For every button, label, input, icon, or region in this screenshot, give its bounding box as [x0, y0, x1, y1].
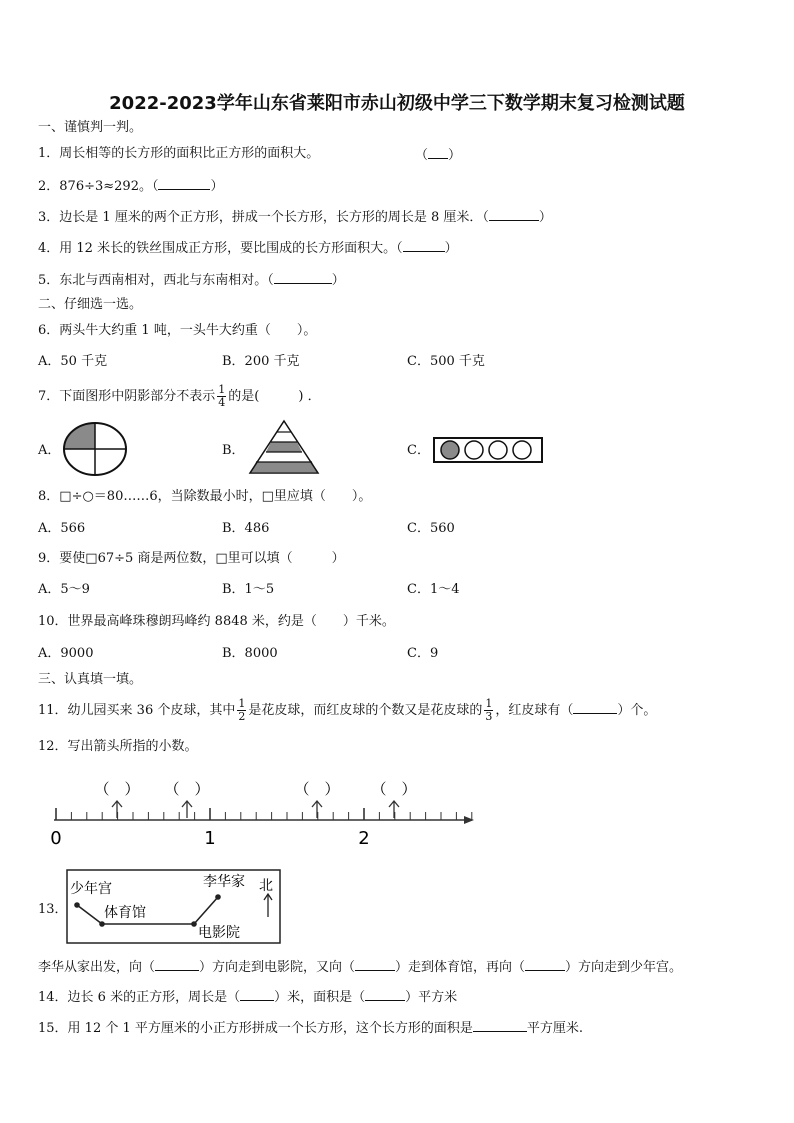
- question-15: [38, 1019, 583, 1037]
- number-line: [44, 774, 484, 850]
- question-text: ）米，面积是（: [274, 990, 366, 1005]
- striped-triangle-figure: [247, 418, 321, 478]
- option-7c[interactable]: C．: [407, 443, 430, 458]
- axis-arrowhead: [464, 816, 474, 824]
- question-number: 5．: [38, 273, 60, 288]
- option-7a[interactable]: A．: [38, 443, 61, 458]
- tick-label-1: 1: [204, 828, 216, 849]
- question-text: ）方向走到电影院，又向（: [199, 960, 356, 975]
- fraction-denominator: 2: [238, 710, 246, 723]
- question-text-end: ）个。: [617, 703, 657, 718]
- circle: [513, 441, 531, 459]
- route-path: [77, 897, 218, 924]
- paren-close: ）: [448, 148, 462, 163]
- answer-blank[interactable]: [525, 958, 565, 971]
- fraction: [217, 384, 226, 409]
- answer-blank[interactable]: [403, 239, 445, 252]
- question-text-end: 平方厘米.: [526, 1021, 584, 1036]
- option-9b[interactable]: B．1～5: [222, 582, 275, 597]
- option-7b[interactable]: B．: [222, 443, 245, 458]
- option-8b[interactable]: B．486: [222, 521, 270, 536]
- question-number: 12．: [38, 739, 68, 754]
- fraction-numerator: 1: [485, 697, 493, 710]
- question-text-end: ）方向走到少年宫。: [565, 960, 683, 975]
- question-12: [38, 739, 198, 755]
- option-10b[interactable]: B．8000: [222, 646, 278, 661]
- question-text: 幼儿园买来 36 个皮球，其中: [67, 703, 236, 718]
- question-number: 6．: [38, 323, 60, 338]
- fraction-denominator: 3: [485, 710, 493, 723]
- question-number: 15．: [38, 1021, 68, 1036]
- option-9c[interactable]: C．1～4: [407, 582, 460, 597]
- question-text: 写出箭头所指的小数。: [67, 739, 198, 754]
- question-2: [38, 177, 223, 195]
- option-9a[interactable]: A．5～9: [38, 582, 90, 597]
- question-5: [38, 271, 345, 289]
- option-6b[interactable]: B．200 千克: [222, 354, 300, 369]
- shaded-circle: [441, 441, 459, 459]
- paren-close: ）: [538, 210, 552, 225]
- route-dot: [74, 902, 80, 908]
- question-13-number: 13．: [38, 902, 68, 917]
- place-cinema: 电影院: [198, 925, 240, 941]
- answer-blank[interactable]: [274, 271, 332, 284]
- answer-blank[interactable]: [473, 1019, 527, 1032]
- answer-blank[interactable]: [155, 958, 199, 971]
- answer-blank[interactable]: [365, 988, 405, 1001]
- route-dot: [191, 921, 197, 927]
- answer-paren[interactable]: （ ）: [371, 780, 417, 798]
- tick-label-0: 0: [50, 828, 62, 849]
- answer-blank[interactable]: [428, 146, 448, 159]
- question-9: [38, 551, 345, 567]
- route-dot: [99, 921, 105, 927]
- question-text: 用 12 个 1 平方厘米的小正方形拼成一个长方形，这个长方形的面积是: [67, 1021, 473, 1036]
- place-youth-palace: 少年宫: [70, 881, 112, 897]
- question-number: 3．: [38, 210, 60, 225]
- question-text: 边长 6 米的正方形，周长是（: [67, 990, 241, 1005]
- question-14: [38, 988, 457, 1006]
- question-text: 两头牛大约重 1 吨，一头牛大约重（ ）。: [59, 323, 317, 338]
- question-text: ）走到体育馆，再向（: [395, 960, 526, 975]
- question-text: 世界最高峰珠穆朗玛峰约 8848 米，约是（ ）千米。: [67, 614, 395, 629]
- option-8a[interactable]: A．566: [38, 521, 86, 536]
- question-text-end: 的是( ) ．: [228, 389, 321, 404]
- question-6: [38, 323, 316, 339]
- arrow-pointer-2: [164, 780, 209, 818]
- question-text: 是花皮球，而红皮球的个数又是花皮球的: [248, 703, 483, 718]
- fraction-third: [484, 698, 493, 723]
- quarter-circle-figure: [62, 420, 132, 480]
- question-7: [38, 382, 321, 412]
- question-text-end: ）平方米: [405, 990, 458, 1005]
- shaded-band-1: [266, 442, 302, 452]
- question-1: [38, 146, 319, 162]
- paren-close: ）: [444, 241, 458, 256]
- section-heading-1: 一、谨慎判一判。: [38, 120, 143, 135]
- option-10c[interactable]: C．9: [407, 646, 439, 661]
- question-number: 8．: [38, 489, 60, 504]
- option-6c[interactable]: C．500 千克: [407, 354, 485, 369]
- question-text: 东北与西南相对，西北与东南相对。（: [59, 273, 274, 288]
- answer-blank[interactable]: [240, 988, 274, 1001]
- answer-blank[interactable]: [489, 208, 539, 221]
- option-10a[interactable]: A．9000: [38, 646, 94, 661]
- shaded-band-2: [251, 462, 317, 472]
- question-text: 李华从家出发，向（: [38, 960, 156, 975]
- answer-blank[interactable]: [573, 701, 617, 714]
- fraction-numerator: 1: [218, 383, 226, 396]
- option-8c[interactable]: C．560: [407, 521, 455, 536]
- tick-label-2: 2: [358, 828, 370, 849]
- fraction-denominator: 4: [218, 396, 226, 409]
- place-lihua-home: 李华家: [203, 874, 245, 890]
- answer-blank[interactable]: [158, 177, 210, 190]
- page-title: 2022-2023学年山东省莱阳市赤山初级中学三下数学期末复习检测试题: [109, 93, 685, 114]
- paren-open: （: [415, 148, 429, 163]
- section-heading-3: 三、认真填一填。: [38, 672, 143, 687]
- question-4: [38, 239, 458, 257]
- question-text: □÷○＝80……6，当除数最小时，□里应填（ ）。: [59, 489, 372, 504]
- circle: [489, 441, 507, 459]
- north-label: 北: [259, 878, 273, 894]
- answer-blank[interactable]: [355, 958, 395, 971]
- question-number: 11．: [38, 703, 68, 718]
- answer-paren-1[interactable]: [415, 146, 461, 164]
- four-circles-figure: [432, 436, 544, 464]
- question-number: 1．: [38, 146, 60, 161]
- answer-paren[interactable]: （ ）: [94, 780, 140, 798]
- route-dot: [215, 894, 221, 900]
- fraction-half: [237, 698, 246, 723]
- section-heading-2: 二、仔细选一选。: [38, 297, 143, 312]
- question-text: 要使□67÷5 商是两位数，□里可以填（ ）: [59, 551, 345, 566]
- answer-paren[interactable]: （ ）: [164, 780, 210, 798]
- answer-paren[interactable]: （ ）: [294, 780, 340, 798]
- paren-close: ）: [331, 273, 345, 288]
- question-10: [38, 614, 395, 630]
- place-gym: 体育馆: [104, 905, 146, 921]
- question-number: 2．: [38, 179, 60, 194]
- question-8: [38, 489, 371, 505]
- question-text: 周长相等的长方形的面积比正方形的面积大。: [59, 146, 320, 161]
- option-6a[interactable]: A．50 千克: [38, 354, 108, 369]
- question-number: 9．: [38, 551, 60, 566]
- question-13-text: [38, 958, 682, 976]
- number-line-ticks: [56, 808, 472, 820]
- question-text: 下面图形中阴影部分不表示: [59, 389, 216, 404]
- fraction-numerator: 1: [238, 697, 246, 710]
- question-3: [38, 208, 552, 226]
- question-11: [38, 694, 656, 728]
- question-text: 用 12 米长的铁丝围成正方形，要比围成的长方形面积大。（: [59, 241, 403, 256]
- circle: [465, 441, 483, 459]
- question-text: 876÷3≈292。（: [59, 179, 159, 194]
- question-text: 边长是 1 厘米的两个正方形，拼成一个长方形，长方形的周长是 8 厘米．（: [59, 210, 489, 225]
- question-number: 14．: [38, 990, 68, 1005]
- question-number: 4．: [38, 241, 60, 256]
- paren-close: ）: [210, 179, 224, 194]
- route-map: [66, 869, 282, 945]
- question-number: 10．: [38, 614, 68, 629]
- question-number: 7．: [38, 389, 60, 404]
- question-text: ，红皮球有（: [495, 703, 574, 718]
